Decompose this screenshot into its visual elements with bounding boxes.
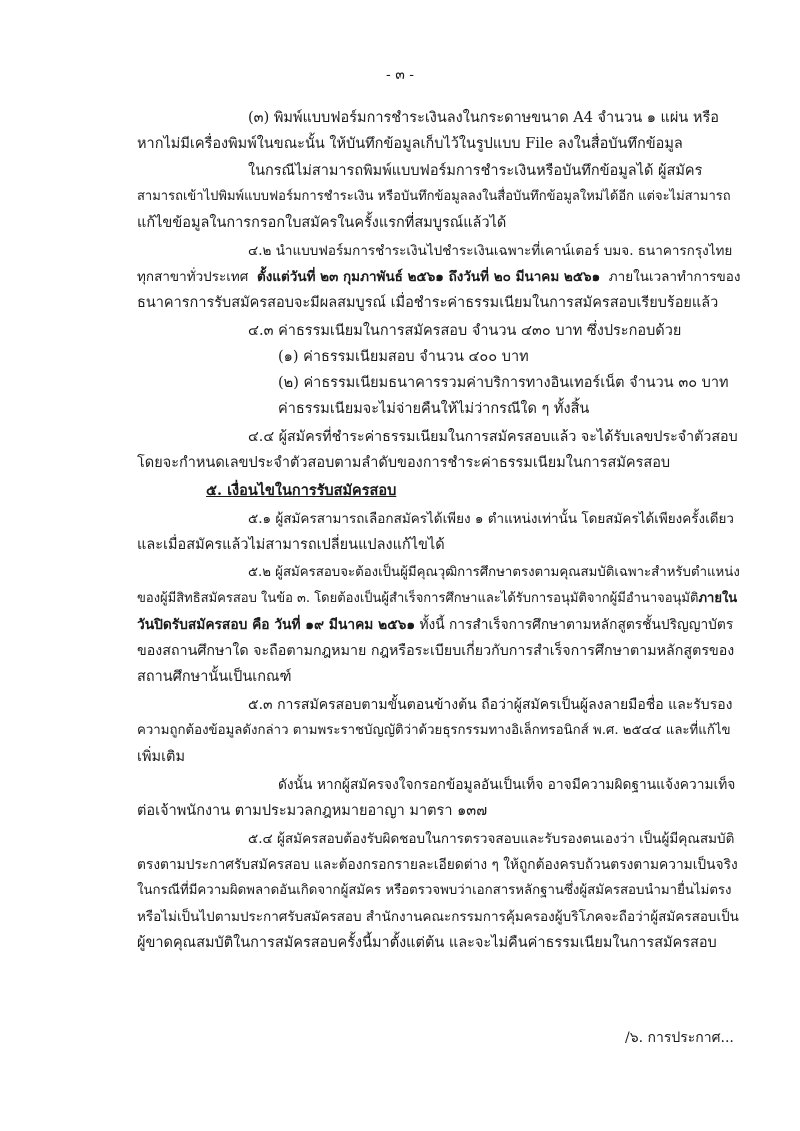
- item-3-line-1: (๓) พิมพ์แบบฟอร์มการชำระเงินลงในกระดาษขนาด A4 จำนวน ๑ แผ่น หรือ: [248, 110, 719, 126]
- item-5-2-line-2: [137, 588, 737, 610]
- penalty-line-1: ดังนั้น หากผู้สมัครจงใจกรอกข้อมูลอันเป็นเท็จ อาจมีความผิดฐานแจ้งความเท็จ: [278, 777, 736, 793]
- graduation-rule-text: ทั้งนี้ การสำเร็จการศึกษาตามหลักสูตรชั้นปริญญาบัตร: [419, 617, 734, 633]
- item-5-2-line-3: [137, 614, 733, 636]
- page-number: - ๓ -: [386, 67, 414, 83]
- continuation-marker: /๖. การประกาศ...: [625, 1030, 734, 1046]
- item-5-3-line-1: ๕.๓ การสมัครสอบตามขั้นตอนข้างต้น ถือว่าผู้สมัครเป็นผู้ลงลายมือชื่อ และรับรอง: [248, 697, 733, 713]
- business-hours-text: ภายในเวลาทำการของ: [608, 269, 741, 285]
- item-5-4-line-2: ตรงตามประกาศรับสมัครสอบ และต้องกรอกรายละเอียดต่าง ๆ ให้ถูกต้องครบถ้วนตรงตามความเป็นจริง: [137, 857, 738, 873]
- item-5-2-line-5: สถานศึกษานั้นเป็นเกณฑ์: [137, 669, 292, 685]
- section-5-heading: ๕. เงื่อนไขในการรับสมัครสอบ: [206, 482, 397, 499]
- item-5-1-line-2: และเมื่อสมัครแล้วไม่สามารถเปลี่ยนแปลงแก้ไขได้: [137, 537, 445, 553]
- note-line-3: แก้ไขข้อมูลในการกรอกใบสมัครในครั้งแรกที่สมบูรณ์แล้วได้: [137, 215, 507, 231]
- item-4-4-line-2: โดยจะกำหนดเลขประจำตัวสอบตามลำดับของการชำระค่าธรรมเนียมในการสมัครสอบ: [137, 455, 671, 471]
- within-text: ภายใน: [698, 591, 738, 606]
- penalty-line-2: ต่อเจ้าพนักงาน ตามประมวลกฎหมายอาญา มาตรา ๑๓๗: [137, 803, 488, 819]
- item-3-line-2: หากไม่มีเครื่องพิมพ์ในขณะนั้น ให้บันทึกข้อมูลเก็บไว้ในรูปแบบ File ลงในสื่อบันทึกข้อมูล: [137, 136, 683, 152]
- fee-item-2: (๒) ค่าธรรมเนียมธนาคารรวมค่าบริการทางอินเทอร์เน็ต จำนวน ๓๐ บาท: [278, 375, 729, 391]
- item-4-4-line-1: ๔.๔ ผู้สมัครที่ชำระค่าธรรมเนียมในการสมัครสอบแล้ว จะได้รับเลขประจำตัวสอบ: [248, 429, 738, 445]
- item-5-3-line-2: ความถูกต้องข้อมูลดังกล่าว ตามพระราชบัญญัติว่าด้วยธุรกรรมทางอิเล็กทรอนิกส์ พ.ศ. ๒๕๔๔ และที่แก้ไข: [137, 723, 731, 738]
- item-5-4-line-1: ๕.๔ ผู้สมัครสอบต้องรับผิดชอบในการตรวจสอบและรับรองตนเองว่า เป็นผู้มีคุณสมบัติ: [248, 831, 735, 847]
- fee-item-1: (๑) ค่าธรรมเนียมสอบ จำนวน ๔๐๐ บาท: [278, 349, 529, 365]
- item-4-2-line-1: ๔.๒ นำแบบฟอร์มการชำระเงินไปชำระเงินเฉพาะที่เคาน์เตอร์ บมจ. ธนาคารกรุงไทย: [248, 243, 733, 259]
- branches-text: ทุกสาขาทั่วประเทศ: [137, 269, 249, 285]
- no-refund-note: ค่าธรรมเนียมจะไม่จ่ายคืนให้ไม่ว่ากรณีใด ๆ ทั้งสิ้น: [278, 401, 590, 417]
- qualification-text: ของผู้มีสิทธิสมัครสอบ ในข้อ ๓. โดยต้องเป็นผู้สำเร็จการศึกษาและได้รับการอนุมัติจากผู้มีอำนาจอนุมัติ: [137, 591, 699, 606]
- item-5-4-line-4: หรือไม่เป็นไปตามประกาศรับสมัครสอบ สำนักงานคณะกรรมการคุ้มครองผู้บริโภคจะถือว่าผู้สมัครสอบเป็น: [137, 909, 739, 925]
- payment-period: ตั้งแต่วันที่ ๒๓ กุมภาพันธ์ ๒๕๖๑ ถึงวันที่ ๒๐ มีนาคม ๒๕๖๑: [256, 269, 601, 285]
- item-4-2-line-3: ธนาคารการรับสมัครสอบจะมีผลสมบูรณ์ เมื่อชำระค่าธรรมเนียมในการสมัครสอบเรียบร้อยแล้ว: [137, 295, 719, 311]
- closing-date: วันปิดรับสมัครสอบ คือ วันที่ ๑๙ มีนาคม ๒๕๖๑: [137, 617, 416, 633]
- item-4-2-line-2: [137, 266, 740, 288]
- item-5-4-line-3: ในกรณีที่มีความผิดพลาดอันเกิดจากผู้สมัคร หรือตรวจพบว่าเอกสารหลักฐานซึ่งผู้สมัครสอบนำมายื่นไม่ตรง: [137, 883, 732, 898]
- note-line-2: สามารถเข้าไปพิมพ์แบบฟอร์มการชำระเงิน หรือบันทึกข้อมูลลงในสื่อบันทึกข้อมูลใหม่ได้อีก แต่จะไม่สามารถ: [137, 189, 731, 204]
- item-5-1-line-1: ๕.๑ ผู้สมัครสามารถเลือกสมัครได้เพียง ๑ ตำแหน่งเท่านั้น โดยสมัครได้เพียงครั้งเดียว: [248, 511, 735, 527]
- item-5-2-line-4: ของสถานศึกษาใด จะถือตามกฎหมาย กฎหรือระเบียบเกี่ยวกับการสำเร็จการศึกษาตามหลักสูตรของ: [137, 643, 735, 659]
- item-4-3-line-1: ๔.๓ ค่าธรรมเนียมในการสมัครสอบ จำนวน ๔๓๐ บาท ซึ่งประกอบด้วย: [248, 323, 682, 339]
- item-5-4-line-5: ผู้ขาดคุณสมบัติในการสมัครสอบครั้งนี้มาตั้งแต่ต้น และจะไม่คืนค่าธรรมเนียมในการสมัครสอบ: [137, 935, 717, 951]
- item-5-3-line-3: เพิ่มเติม: [137, 749, 186, 765]
- item-5-2-line-1: ๕.๒ ผู้สมัครสอบจะต้องเป็นผู้มีคุณวุฒิการศึกษาตรงตามคุณสมบัติเฉพาะสำหรับตำแหน่ง: [248, 565, 740, 580]
- note-line-1: ในกรณีไม่สามารถพิมพ์แบบฟอร์มการชำระเงินหรือบันทึกข้อมูลได้ ผู้สมัคร: [248, 163, 703, 179]
